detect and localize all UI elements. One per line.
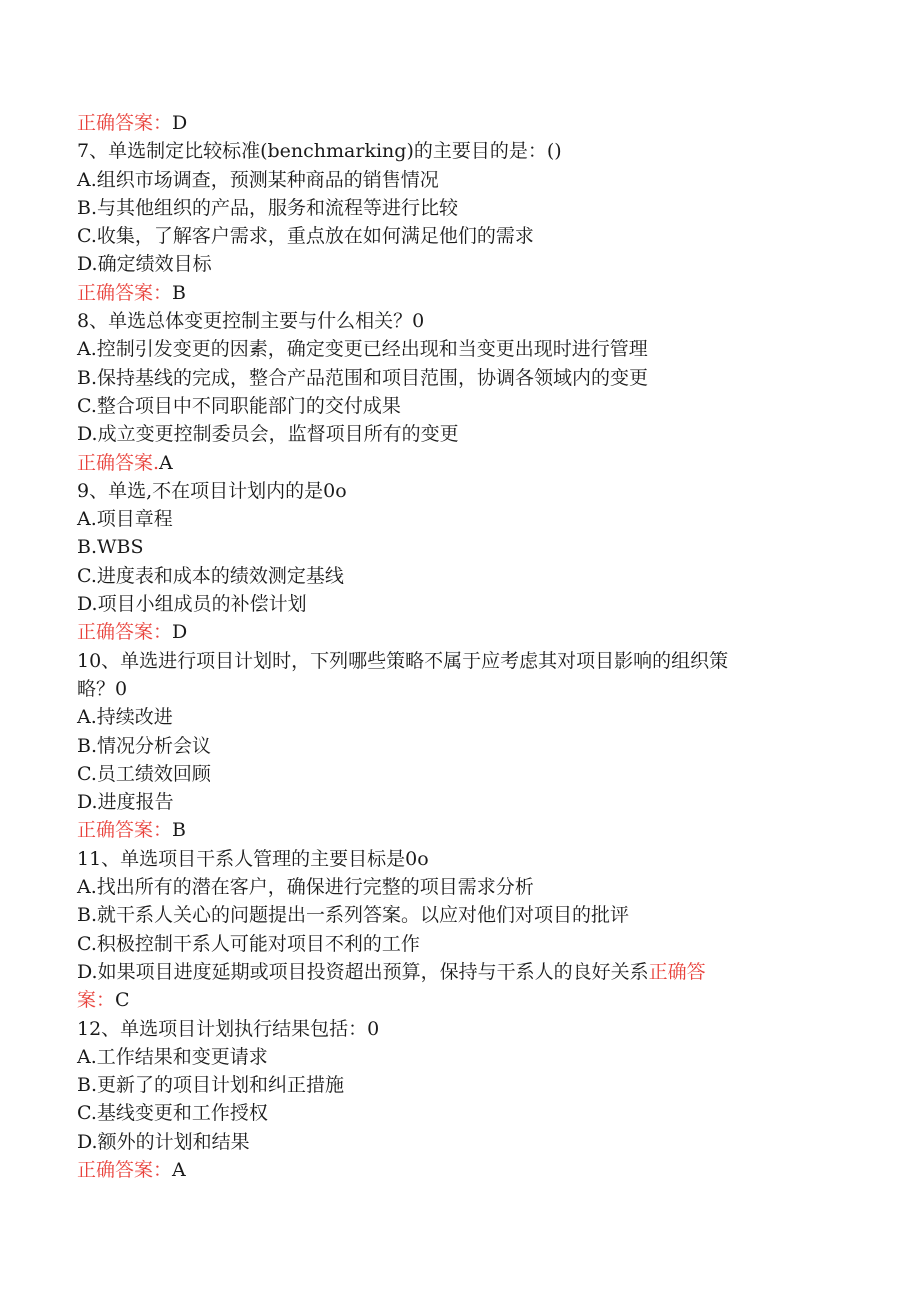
option-c: C.进度表和成本的绩效测定基线 — [77, 564, 344, 587]
document-page — [77, 109, 837, 1184]
answer-label: 正确答案： — [77, 819, 173, 842]
question-stem-continued: 略？0 — [77, 677, 128, 700]
option-b: B.保持基线的完成，整合产品范围和项目范围，协调各领域内的变更 — [77, 366, 649, 389]
answer-value: A — [159, 451, 173, 474]
option-d: D.额外的计划和结果 — [77, 1130, 250, 1153]
answer-line — [77, 279, 837, 307]
option-c: C.积极控制干系人可能对项目不利的工作 — [77, 932, 420, 955]
answer-value: D — [172, 112, 188, 134]
option-d: D.成立变更控制委员会，监督项目所有的变更 — [77, 423, 459, 446]
answer-value: B — [172, 819, 186, 842]
answer-value: C — [115, 989, 130, 1012]
answer-line — [77, 816, 837, 844]
answer-line — [77, 449, 837, 477]
question-stem: 12、单选项目计划执行结果包括：0 — [77, 1017, 380, 1040]
option-b: B.情况分析会议 — [77, 734, 212, 757]
answer-label-start: 正确答 — [648, 960, 706, 983]
question-stem: 9、单选,不在项目计划内的是0o — [77, 479, 347, 502]
option-d: D.进度报告 — [77, 791, 174, 814]
answer-label: 正确答案： — [77, 621, 173, 644]
answer-line — [77, 1156, 837, 1184]
question-stem: 7、单选制定比较标准(benchmarking)的主要目的是：() — [77, 140, 562, 163]
answer-line — [77, 618, 837, 646]
option-c: C.员工绩效回顾 — [77, 762, 211, 785]
answer-label: 正确答案： — [77, 1158, 173, 1181]
option-d — [77, 958, 837, 986]
option-c: C.整合项目中不同职能部门的交付成果 — [77, 394, 401, 417]
question-stem: 8、单选总体变更控制主要与什么相关？0 — [77, 310, 425, 333]
answer-value: D — [172, 621, 188, 644]
question-stem: 10、单选进行项目计划时，下列哪些策略不属于应考虑其对项目影响的组织策 — [77, 649, 729, 672]
option-c: C.收集，了解客户需求，重点放在如何满足他们的需求 — [77, 225, 534, 248]
option-a: A.工作结果和变更请求 — [77, 1045, 268, 1068]
option-a: A.控制引发变更的因素，确定变更已经出现和当变更出现时进行管理 — [77, 338, 648, 361]
answer-label: 正确答案. — [77, 451, 160, 474]
question-stem: 11、单选项目干系人管理的主要目标是0o — [77, 847, 429, 870]
answer-line — [77, 109, 837, 137]
option-a: A.找出所有的潜在客户，确保进行完整的项目需求分析 — [77, 876, 534, 899]
answer-value: B — [172, 281, 186, 304]
option-b: B.WBS — [77, 536, 144, 559]
option-d-text: D.如果项目进度延期或项目投资超出预算，保持与干系人的良好关系 — [77, 960, 649, 983]
option-a: A.项目章程 — [77, 508, 173, 531]
answer-line — [77, 986, 837, 1014]
answer-label: 正确答案： — [77, 112, 173, 134]
option-c: C.基线变更和工作授权 — [77, 1102, 268, 1125]
answer-label: 正确答案： — [77, 281, 173, 304]
option-b: B.就干系人关心的问题提出一系列答案。以应对他们对项目的批评 — [77, 904, 630, 927]
option-a: A.组织市场调查，预测某种商品的销售情况 — [77, 168, 439, 191]
option-a: A.持续改进 — [77, 706, 173, 729]
option-d: D.确定绩效目标 — [77, 253, 212, 276]
answer-label-end: 案： — [77, 989, 116, 1012]
option-d: D.项目小组成员的补偿计划 — [77, 593, 307, 616]
option-b: B.更新了的项目计划和纠正措施 — [77, 1074, 345, 1097]
option-b: B.与其他组织的产品，服务和流程等进行比较 — [77, 196, 459, 219]
answer-value: A — [172, 1158, 186, 1181]
